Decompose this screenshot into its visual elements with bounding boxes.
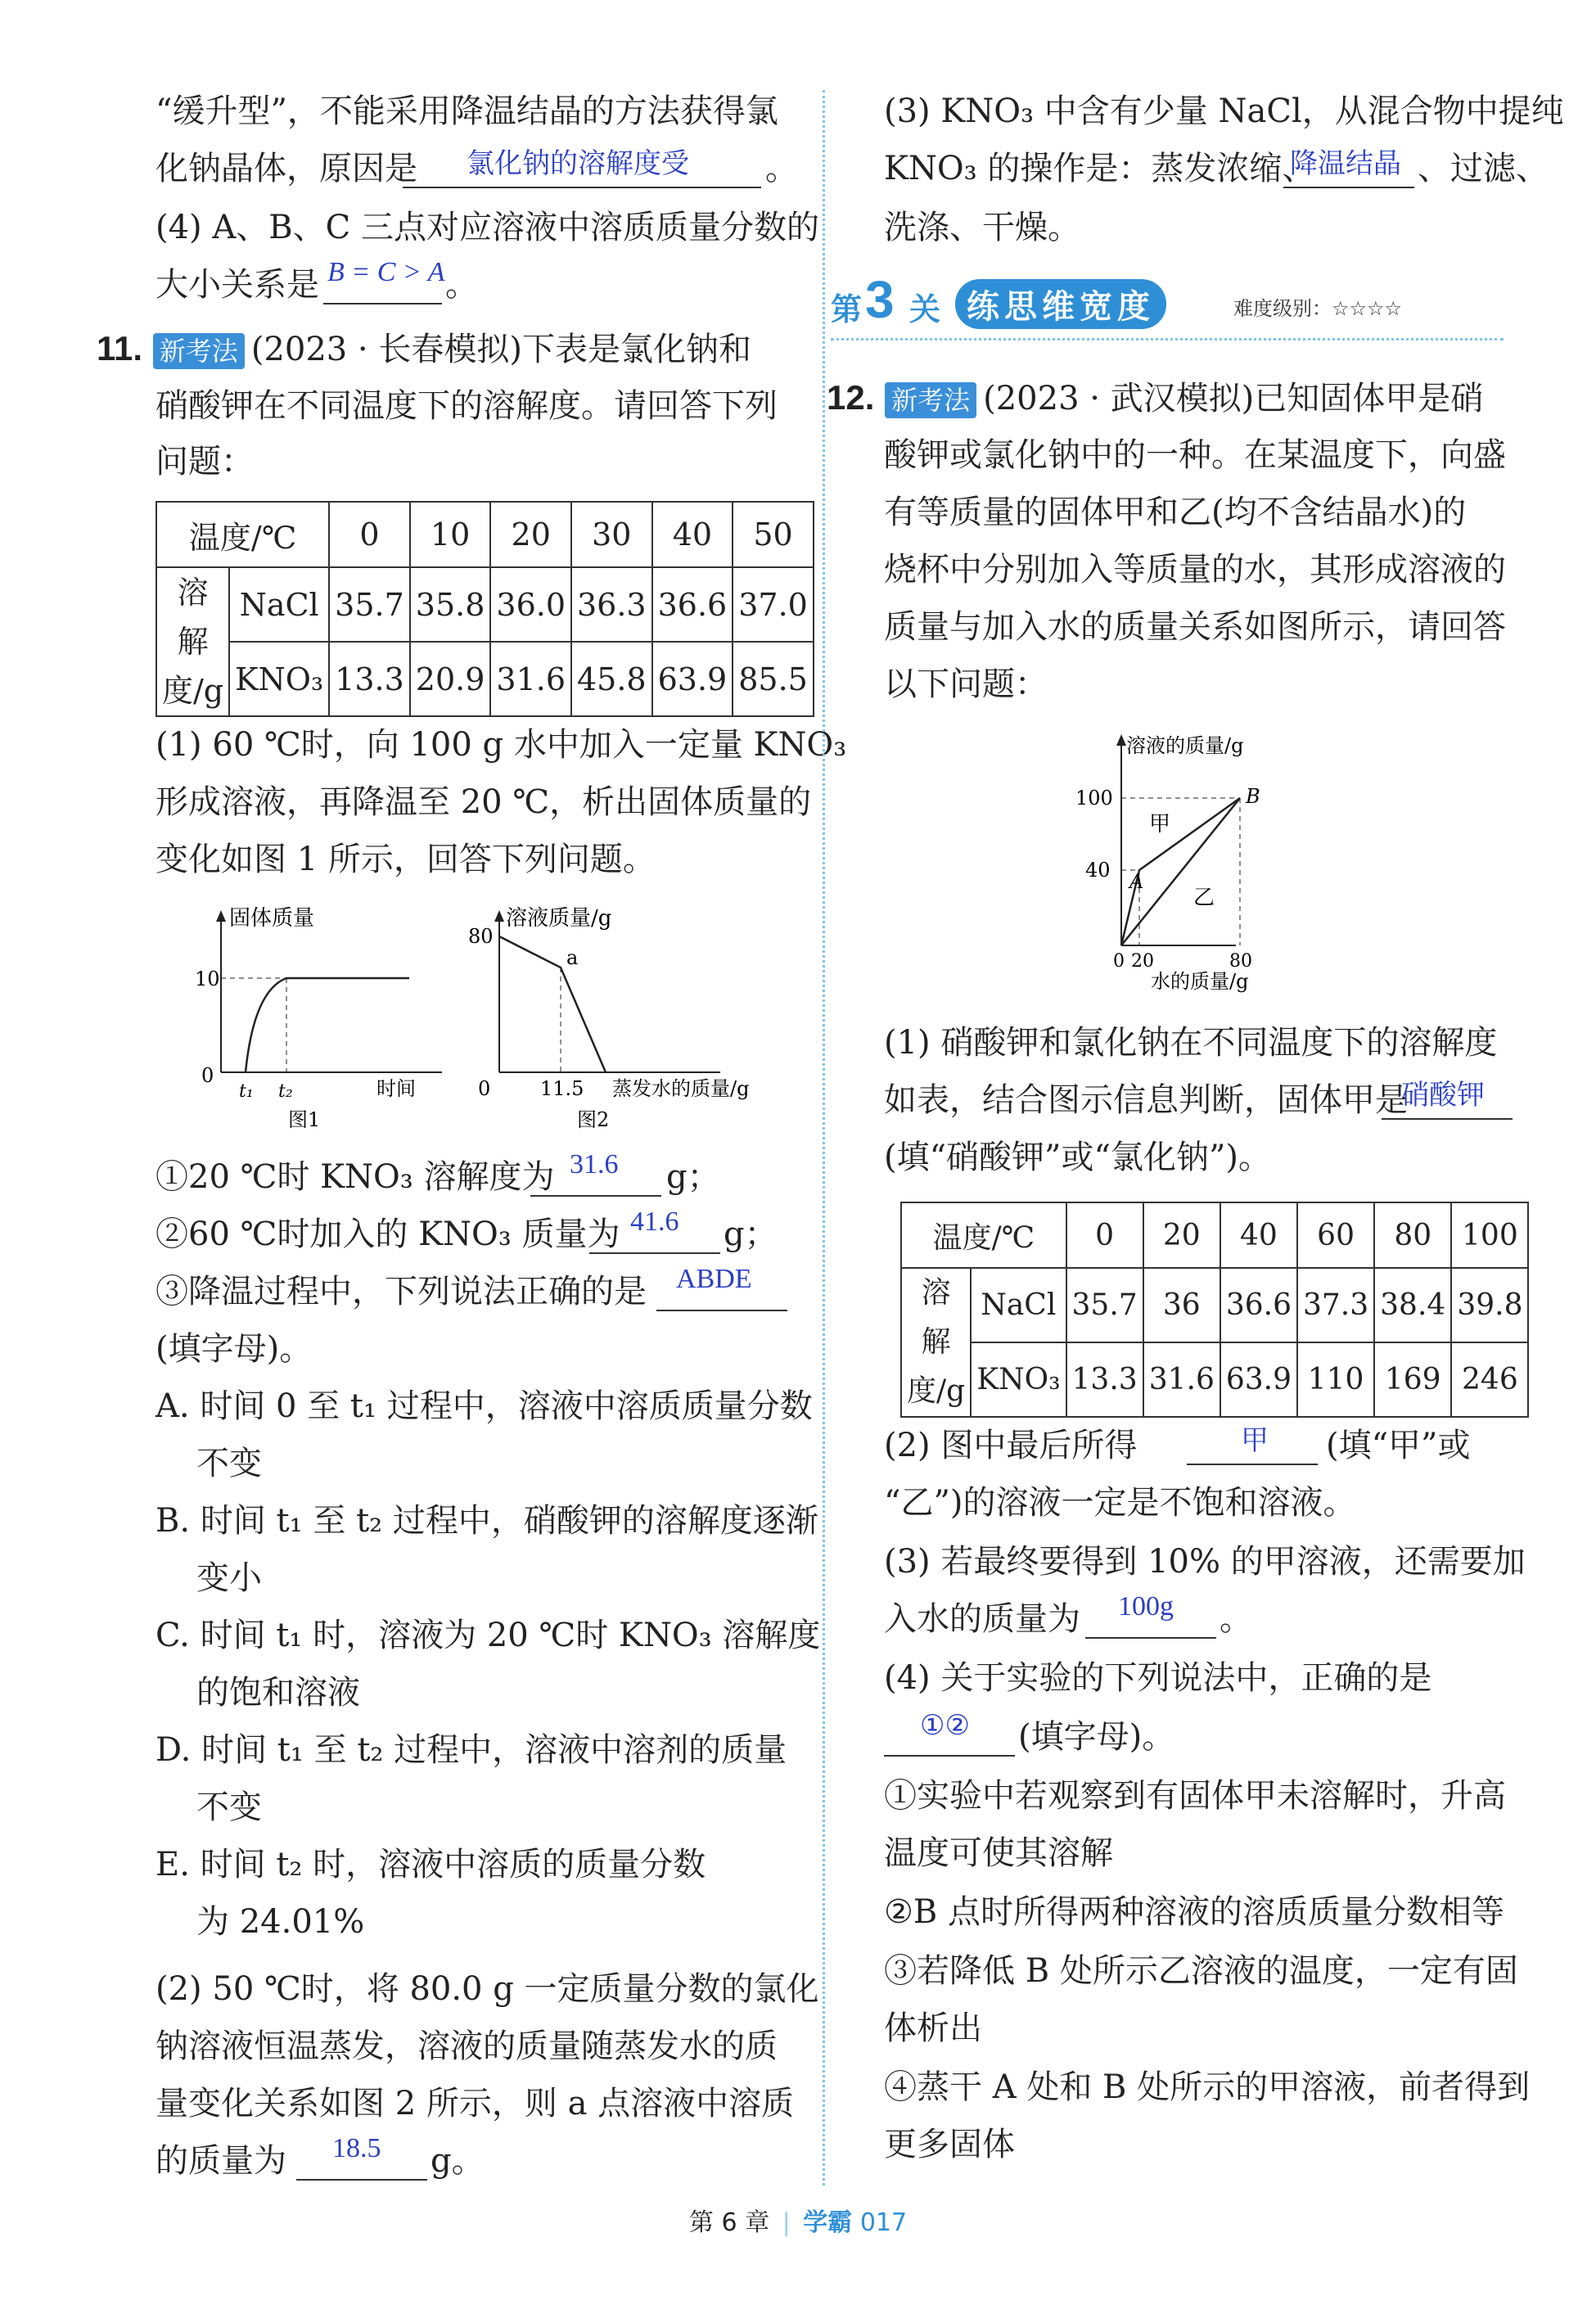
period: 。 xyxy=(765,150,798,187)
fig3-x20: 20 xyxy=(1131,951,1154,972)
table-cell: 63.9 xyxy=(652,642,733,716)
fig3-point-a: A xyxy=(1129,870,1144,893)
figure-3 xyxy=(1072,724,1334,1003)
q10-4-line1: (4) A、B、C 三点对应溶液中溶质质量分数的 xyxy=(156,209,819,246)
p1-line3: 变化如图 1 所示，回答下列问题。 xyxy=(156,841,656,878)
row-label-kno3: KNO₃ xyxy=(229,642,329,716)
r4-line2: (填字母)。 xyxy=(1018,1718,1175,1756)
unit: g； xyxy=(724,1216,778,1253)
temp-cell: 50 xyxy=(733,502,814,567)
row-label-kno3: KNO₃ xyxy=(971,1342,1066,1417)
period: 。 xyxy=(1220,1600,1252,1638)
r1-line2: 如表，结合图示信息判断，固体甲是 xyxy=(884,1081,1408,1119)
option-e: E. 时间 t₂ 时，溶液中溶质的质量分数 xyxy=(156,1846,706,1883)
fig3-x80: 80 xyxy=(1229,951,1252,972)
table-cell: 36.3 xyxy=(571,567,652,642)
option-d: D. 时间 t₁ 至 t₂ 过程中，溶液中溶剂的质量 xyxy=(156,1731,787,1769)
table-cell: 45.8 xyxy=(571,642,652,716)
answer-blank xyxy=(296,2179,427,2181)
answer-q10-3: 氯化钠的溶解度受 xyxy=(467,149,689,179)
question-number: 11. xyxy=(97,329,143,368)
table-cell: 13.3 xyxy=(1066,1342,1143,1417)
fig3-point-b: B xyxy=(1246,785,1260,808)
table-cell: 37.3 xyxy=(1297,1268,1374,1342)
question-number: 12. xyxy=(827,378,875,417)
q11-line3: 问题： xyxy=(156,443,254,480)
table-cell: 35.7 xyxy=(329,567,410,642)
answer-q10-4: B = C > A xyxy=(327,257,445,287)
temp-cell: 0 xyxy=(1066,1202,1143,1268)
table-cell: 36 xyxy=(1143,1268,1220,1342)
q12-line3: 有等质量的固体甲和乙(均不含结晶水)的 xyxy=(884,494,1467,531)
p3-line2-pre: KNO₃ 的操作是：蒸发浓缩、 xyxy=(884,150,1315,187)
table-cell: 246 xyxy=(1451,1342,1528,1417)
option-c: C. 时间 t₁ 时，溶液为 20 ℃时 KNO₃ 溶解度 xyxy=(156,1617,821,1654)
option-b: B. 时间 t₁ 至 t₂ 过程中，硝酸钾的溶解度逐渐 xyxy=(156,1502,818,1540)
option-b-cont: 变小 xyxy=(196,1559,262,1597)
p2-line2: 钠溶液恒温蒸发，溶液的质量随蒸发水的质 xyxy=(156,2028,778,2065)
answer-blank xyxy=(589,1252,720,1254)
section-banner xyxy=(831,270,1510,348)
y-axis-arrow xyxy=(216,910,226,922)
r4-line1: (4) 关于实验的下列说法中，正确的是 xyxy=(884,1659,1432,1697)
table-cell: 63.9 xyxy=(1220,1342,1297,1417)
fig3-y40: 40 xyxy=(1085,859,1111,882)
banner-post: 关 xyxy=(909,291,941,327)
q10-text-line1: “缓升型”，不能采用降温结晶的方法获得氯 xyxy=(156,92,778,130)
fig3-y100: 100 xyxy=(1075,787,1113,810)
q11-line2: 硝酸钾在不同温度下的溶解度。请回答下列 xyxy=(156,387,778,425)
table-cell: 85.5 xyxy=(733,642,814,716)
answer-r1: 硝酸钾 xyxy=(1401,1080,1485,1111)
answer-s2: 41.6 xyxy=(630,1207,679,1237)
y-axis-arrow xyxy=(1116,734,1126,746)
fig3-jia: 甲 xyxy=(1149,812,1171,837)
option-e-cont: 为 24.01% xyxy=(196,1903,365,1941)
option-d-cont: 不变 xyxy=(196,1789,262,1826)
fig1-xlabel: 时间 xyxy=(376,1077,416,1100)
fig2-ylabel: 溶液质量/g xyxy=(506,906,612,931)
table-cell: 31.6 xyxy=(490,642,571,716)
p2-line3: 量变化关系如图 2 所示，则 a 点溶液中溶质 xyxy=(156,2085,795,2122)
fig2-origin: 0 xyxy=(478,1077,491,1100)
answer-p2: 18.5 xyxy=(332,2133,381,2163)
table-header-solubility: 溶解 度/g xyxy=(901,1268,971,1417)
temp-cell: 40 xyxy=(652,502,733,567)
q12-source: (2023 · 武汉模拟)已知固体甲是硝 xyxy=(983,380,1484,417)
q11-source: (2023 · 长春模拟)下表是氯化钠和 xyxy=(250,331,751,368)
temp-cell: 40 xyxy=(1220,1202,1297,1268)
statement-1: ①实验中若观察到有固体甲未溶解时，升高 xyxy=(884,1777,1506,1815)
answer-blank xyxy=(1187,1464,1318,1465)
unit: g。 xyxy=(431,2142,485,2180)
row-label-nacl: NaCl xyxy=(971,1268,1066,1342)
statement-4: ④蒸干 A 处和 B 处所示的甲溶液，前者得到 xyxy=(884,2068,1531,2106)
temp-cell: 30 xyxy=(571,502,652,567)
fig1-t1: t₁ xyxy=(239,1081,254,1102)
table-cell: 31.6 xyxy=(1143,1342,1220,1417)
sub1: ①20 ℃时 KNO₃ 溶解度为 xyxy=(156,1158,555,1196)
fig3-x0: 0 xyxy=(1113,951,1125,972)
page-footer xyxy=(0,2202,1596,2238)
table-cell: 38.4 xyxy=(1374,1268,1451,1342)
answer-blank xyxy=(884,1755,1015,1757)
option-c-cont: 的饱和溶液 xyxy=(196,1674,360,1712)
q10-text-line2: 化钠晶体，原因是 xyxy=(156,150,417,187)
mass-line xyxy=(499,936,606,1072)
p1-line2: 形成溶液，再降温至 20 ℃，析出固体质量的 xyxy=(156,783,812,821)
table-cell: 37.0 xyxy=(733,567,814,642)
q12-line5: 质量与加入水的质量关系如图所示，请回答 xyxy=(884,608,1506,646)
figure-2 xyxy=(468,900,794,1138)
fig2-x115: 11.5 xyxy=(540,1077,584,1100)
answer-blank xyxy=(1283,187,1414,188)
banner-number: 3 xyxy=(865,270,895,329)
footer-page-number: 017 xyxy=(859,2208,908,2237)
sub2: ②60 ℃时加入的 KNO₃ 质量为 xyxy=(156,1216,620,1253)
p3-line2-post: 、过滤、 xyxy=(1418,150,1549,187)
figure-1 xyxy=(196,900,450,1138)
answer-r4: ①② xyxy=(920,1711,970,1741)
table-cell: 110 xyxy=(1297,1342,1374,1417)
curve xyxy=(246,978,409,1072)
banner-underline xyxy=(831,338,1504,341)
temp-cell: 20 xyxy=(1143,1202,1220,1268)
q12-line2: 酸钾或氯化钠中的一种。在某温度下，向盛 xyxy=(884,436,1506,474)
p2-line4: 的质量为 xyxy=(156,2142,286,2180)
solubility-table-2 xyxy=(900,1202,1529,1418)
unit: g； xyxy=(666,1158,720,1196)
solubility-table-1 xyxy=(156,501,814,717)
new-method-tag: 新考法 xyxy=(153,333,245,369)
table-header-solubility: 溶解 度/g xyxy=(156,567,229,716)
q10-4-line2: 大小关系是 xyxy=(156,266,319,304)
banner-pre: 第 xyxy=(831,291,863,327)
r2-line1: (2) 图中最后所得 xyxy=(884,1427,1138,1464)
q11-line1 xyxy=(97,326,751,372)
temp-cell: 0 xyxy=(329,502,410,567)
p3-line1: (3) KNO₃ 中含有少量 NaCl，从混合物中提纯 xyxy=(884,92,1564,130)
p3-line3: 洗涤、干燥。 xyxy=(884,209,1080,246)
answer-blank xyxy=(323,303,442,304)
q12-line1 xyxy=(827,375,1483,422)
statement-1-cont: 温度可使其溶解 xyxy=(884,1834,1113,1872)
fig3-yi: 乙 xyxy=(1193,886,1215,910)
r3-line2: 入水的质量为 xyxy=(884,1600,1080,1638)
table-header-temp: 温度/℃ xyxy=(901,1202,1066,1268)
answer-r2: 甲 xyxy=(1241,1426,1269,1456)
difficulty-level: 难度级别：☆☆☆☆ xyxy=(1233,297,1403,320)
option-a: A. 时间 0 至 t₁ 过程中，溶液中溶质质量分数 xyxy=(156,1387,813,1425)
column-divider xyxy=(823,90,825,2185)
fig1-t2: t₂ xyxy=(278,1081,293,1102)
table-cell: 169 xyxy=(1374,1342,1451,1417)
table-cell: 35.7 xyxy=(1066,1268,1143,1342)
temp-cell: 20 xyxy=(490,502,571,567)
fig1-y10: 10 xyxy=(195,968,220,990)
q12-line4: 烧杯中分别加入等质量的水，其形成溶液的 xyxy=(884,551,1506,589)
statement-4-cont: 更多固体 xyxy=(884,2126,1015,2163)
answer-blank xyxy=(530,1195,661,1197)
row-label-nacl: NaCl xyxy=(229,567,329,642)
sub3-line2: (填字母)。 xyxy=(156,1330,313,1368)
answer-blank xyxy=(1085,1637,1216,1639)
q12-line6: 以下问题： xyxy=(884,665,1048,703)
answer-s3: ABDE xyxy=(676,1264,752,1294)
temp-cell: 80 xyxy=(1374,1202,1451,1268)
y-axis-arrow xyxy=(494,910,504,922)
fig2-caption: 图2 xyxy=(577,1108,610,1131)
answer-s1: 31.6 xyxy=(570,1149,619,1180)
fig1-origin: 0 xyxy=(201,1064,214,1087)
answer-blank xyxy=(1382,1118,1513,1120)
answer-blank xyxy=(656,1310,787,1311)
r2-line2: “乙”)的溶液一定是不饱和溶液。 xyxy=(884,1484,1356,1522)
fig2-point-a: a xyxy=(566,946,579,969)
table-cell: 13.3 xyxy=(329,642,410,716)
option-a-cont: 不变 xyxy=(196,1445,262,1482)
temp-cell: 10 xyxy=(410,502,491,567)
statement-3-cont: 体析出 xyxy=(884,2010,982,2047)
r3-line1: (3) 若最终要得到 10% 的甲溶液，还需要加 xyxy=(884,1543,1526,1581)
table-cell: 35.8 xyxy=(410,567,491,642)
table-cell: 36.6 xyxy=(1220,1268,1297,1342)
table-cell: 20.9 xyxy=(410,642,491,716)
table-cell: 36.6 xyxy=(652,567,733,642)
sub3: ③降温过程中，下列说法正确的是 xyxy=(156,1273,647,1310)
table-header-temp: 温度/℃ xyxy=(156,502,329,567)
statement-3: ③若降低 B 处所示乙溶液的温度，一定有固 xyxy=(884,1952,1518,1990)
fig2-y80: 80 xyxy=(468,925,494,948)
new-method-tag: 新考法 xyxy=(885,382,976,418)
answer-p3: 降温结晶 xyxy=(1290,149,1401,179)
table-cell: 39.8 xyxy=(1451,1268,1528,1342)
table-cell: 36.0 xyxy=(490,567,571,642)
r1-line1: (1) 硝酸钾和氯化钠在不同温度下的溶解度 xyxy=(884,1024,1498,1062)
temp-cell: 60 xyxy=(1297,1202,1374,1268)
statement-2: ②B 点时所得两种溶液的溶质质量分数相等 xyxy=(884,1893,1504,1931)
p2-line1: (2) 50 ℃时，将 80.0 g 一定质量分数的氯化 xyxy=(156,1970,819,2008)
banner-title: 练思维宽度 xyxy=(955,279,1166,329)
footer-chapter: 第 6 章 xyxy=(688,2208,770,2237)
footer-separator: | xyxy=(782,2208,791,2237)
fig2-xlabel: 蒸发水的质量/g xyxy=(612,1077,750,1100)
r1-line3: (填“硝酸钾”或“氯化钠”)。 xyxy=(884,1139,1272,1176)
period: 。 xyxy=(445,266,478,304)
answer-blank xyxy=(403,187,761,188)
r2-line1-post: (填“甲”或 xyxy=(1326,1427,1471,1464)
temp-cell: 100 xyxy=(1451,1202,1528,1268)
answer-r3: 100g xyxy=(1118,1591,1174,1622)
fig3-ylabel: 溶液的质量/g xyxy=(1126,734,1244,757)
fig3-xlabel: 水的质量/g xyxy=(1151,970,1249,993)
fig1-caption: 图1 xyxy=(288,1108,321,1131)
fig1-ylabel: 固体质量 xyxy=(229,906,315,931)
footer-brand: 学霸 xyxy=(803,2208,853,2237)
p1-line1: (1) 60 ℃时，向 100 g 水中加入一定量 KNO₃ xyxy=(156,726,847,764)
